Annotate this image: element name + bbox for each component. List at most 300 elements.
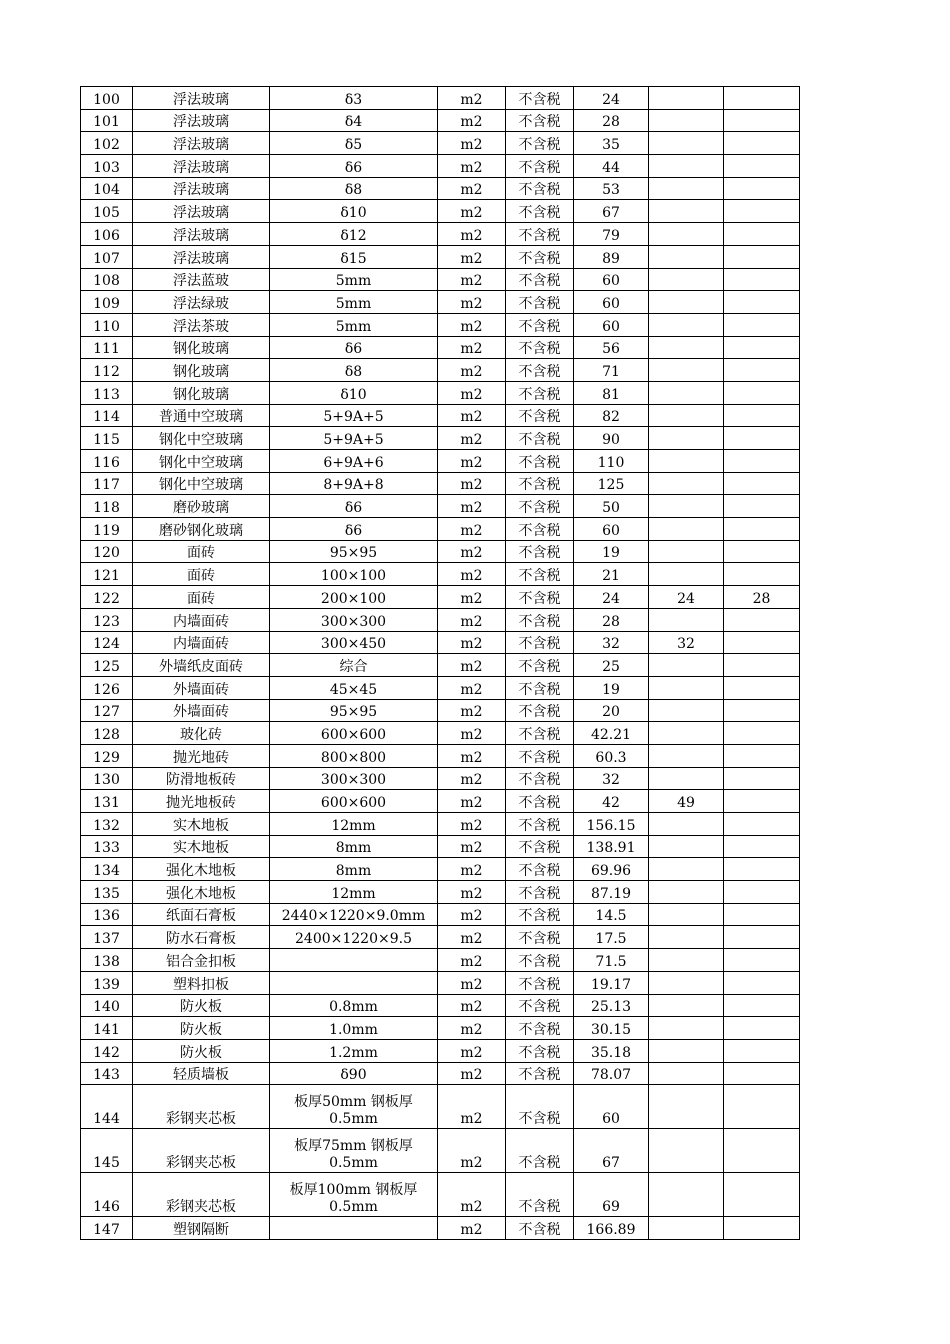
extra-price-1-cell bbox=[649, 676, 724, 699]
extra-price-1-cell bbox=[649, 518, 724, 541]
table-row bbox=[81, 608, 800, 631]
unit-cell: m2 bbox=[438, 1085, 506, 1129]
material-name-cell: 防滑地板砖 bbox=[133, 767, 270, 790]
price-cell: 53 bbox=[574, 177, 649, 200]
price-cell: 71.5 bbox=[574, 949, 649, 972]
price-cell: 56 bbox=[574, 336, 649, 359]
table-row bbox=[81, 200, 800, 223]
extra-price-1-cell bbox=[649, 359, 724, 382]
tax-cell: 不含税 bbox=[506, 268, 574, 291]
tax-cell: 不含税 bbox=[506, 450, 574, 473]
row-number-cell: 145 bbox=[81, 1129, 133, 1173]
tax-cell: 不含税 bbox=[506, 404, 574, 427]
extra-price-1-cell bbox=[649, 245, 724, 268]
extra-price-2-cell bbox=[724, 1039, 800, 1062]
extra-price-2-cell bbox=[724, 1062, 800, 1085]
extra-price-1-cell bbox=[649, 813, 724, 836]
extra-price-1-cell bbox=[649, 608, 724, 631]
table-row bbox=[81, 495, 800, 518]
material-name-cell: 外墙纸皮面砖 bbox=[133, 654, 270, 677]
extra-price-1-cell bbox=[649, 858, 724, 881]
tax-cell: 不含税 bbox=[506, 313, 574, 336]
extra-price-2-cell bbox=[724, 1017, 800, 1040]
spec-cell: 5+9A+5 bbox=[270, 404, 438, 427]
row-number-cell: 121 bbox=[81, 563, 133, 586]
unit-cell: m2 bbox=[438, 177, 506, 200]
tax-cell: 不含税 bbox=[506, 381, 574, 404]
tax-cell: 不含税 bbox=[506, 1173, 574, 1217]
spec-cell: δ8 bbox=[270, 359, 438, 382]
material-name-cell: 强化木地板 bbox=[133, 881, 270, 904]
row-number-cell: 138 bbox=[81, 949, 133, 972]
extra-price-1-cell bbox=[649, 903, 724, 926]
extra-price-1-cell bbox=[649, 722, 724, 745]
tax-cell: 不含税 bbox=[506, 291, 574, 314]
row-number-cell: 136 bbox=[81, 903, 133, 926]
unit-cell: m2 bbox=[438, 268, 506, 291]
material-name-cell: 防火板 bbox=[133, 1017, 270, 1040]
unit-cell: m2 bbox=[438, 540, 506, 563]
table-row bbox=[81, 291, 800, 314]
material-name-cell: 浮法玻璃 bbox=[133, 155, 270, 178]
spec-cell: 板厚75mm 钢板厚0.5mm bbox=[270, 1129, 438, 1173]
price-cell: 67 bbox=[574, 1129, 649, 1173]
price-cell: 69 bbox=[574, 1173, 649, 1217]
tax-cell: 不含税 bbox=[506, 654, 574, 677]
table-row bbox=[81, 631, 800, 654]
material-name-cell: 浮法玻璃 bbox=[133, 245, 270, 268]
material-name-cell: 浮法玻璃 bbox=[133, 223, 270, 246]
unit-cell: m2 bbox=[438, 313, 506, 336]
tax-cell: 不含税 bbox=[506, 926, 574, 949]
extra-price-2-cell bbox=[724, 994, 800, 1017]
spec-cell: 800×800 bbox=[270, 744, 438, 767]
material-name-cell: 防火板 bbox=[133, 994, 270, 1017]
extra-price-1-cell bbox=[649, 1017, 724, 1040]
tax-cell: 不含税 bbox=[506, 994, 574, 1017]
unit-cell: m2 bbox=[438, 699, 506, 722]
unit-cell: m2 bbox=[438, 608, 506, 631]
spec-cell: 45×45 bbox=[270, 676, 438, 699]
material-name-cell: 钢化玻璃 bbox=[133, 359, 270, 382]
table-row bbox=[81, 563, 800, 586]
extra-price-2-cell bbox=[724, 858, 800, 881]
table-row bbox=[81, 1129, 800, 1173]
extra-price-2-cell bbox=[724, 699, 800, 722]
material-name-cell: 塑料扣板 bbox=[133, 971, 270, 994]
table-row bbox=[81, 223, 800, 246]
extra-price-2-cell bbox=[724, 949, 800, 972]
unit-cell: m2 bbox=[438, 813, 506, 836]
spec-cell: 95×95 bbox=[270, 699, 438, 722]
extra-price-1-cell bbox=[649, 427, 724, 450]
material-name-cell: 面砖 bbox=[133, 563, 270, 586]
spec-cell bbox=[270, 971, 438, 994]
table-row bbox=[81, 926, 800, 949]
row-number-cell: 143 bbox=[81, 1062, 133, 1085]
spec-cell: 5+9A+5 bbox=[270, 427, 438, 450]
table-row bbox=[81, 949, 800, 972]
price-cell: 110 bbox=[574, 450, 649, 473]
unit-cell: m2 bbox=[438, 631, 506, 654]
price-cell: 60 bbox=[574, 1085, 649, 1129]
extra-price-1-cell bbox=[649, 971, 724, 994]
tax-cell: 不含税 bbox=[506, 336, 574, 359]
price-cell: 87.19 bbox=[574, 881, 649, 904]
unit-cell: m2 bbox=[438, 586, 506, 609]
table-row bbox=[81, 427, 800, 450]
extra-price-2-cell bbox=[724, 835, 800, 858]
material-name-cell: 防水石膏板 bbox=[133, 926, 270, 949]
extra-price-1-cell bbox=[649, 381, 724, 404]
table-row bbox=[81, 790, 800, 813]
price-cell: 67 bbox=[574, 200, 649, 223]
extra-price-2-cell bbox=[724, 1085, 800, 1129]
price-cell: 25.13 bbox=[574, 994, 649, 1017]
extra-price-2-cell bbox=[724, 540, 800, 563]
row-number-cell: 141 bbox=[81, 1017, 133, 1040]
tax-cell: 不含税 bbox=[506, 1217, 574, 1240]
extra-price-1-cell bbox=[649, 132, 724, 155]
unit-cell: m2 bbox=[438, 381, 506, 404]
material-name-cell: 轻质墙板 bbox=[133, 1062, 270, 1085]
unit-cell: m2 bbox=[438, 291, 506, 314]
table-row bbox=[81, 881, 800, 904]
price-cell: 25 bbox=[574, 654, 649, 677]
table-row bbox=[81, 109, 800, 132]
spec-cell: 100×100 bbox=[270, 563, 438, 586]
price-cell: 42.21 bbox=[574, 722, 649, 745]
price-cell: 138.91 bbox=[574, 835, 649, 858]
row-number-cell: 107 bbox=[81, 245, 133, 268]
unit-cell: m2 bbox=[438, 744, 506, 767]
table-row bbox=[81, 313, 800, 336]
spec-cell: δ10 bbox=[270, 381, 438, 404]
price-cell: 90 bbox=[574, 427, 649, 450]
extra-price-2-cell bbox=[724, 200, 800, 223]
material-name-cell: 彩钢夹芯板 bbox=[133, 1085, 270, 1129]
extra-price-1-cell bbox=[649, 744, 724, 767]
table-row bbox=[81, 381, 800, 404]
extra-price-2-cell bbox=[724, 631, 800, 654]
row-number-cell: 105 bbox=[81, 200, 133, 223]
tax-cell: 不含税 bbox=[506, 608, 574, 631]
unit-cell: m2 bbox=[438, 1173, 506, 1217]
tax-cell: 不含税 bbox=[506, 200, 574, 223]
extra-price-2-cell bbox=[724, 563, 800, 586]
unit-cell: m2 bbox=[438, 767, 506, 790]
material-name-cell: 钢化中空玻璃 bbox=[133, 427, 270, 450]
price-cell: 156.15 bbox=[574, 813, 649, 836]
tax-cell: 不含税 bbox=[506, 177, 574, 200]
material-name-cell: 彩钢夹芯板 bbox=[133, 1129, 270, 1173]
extra-price-1-cell bbox=[649, 1062, 724, 1085]
extra-price-2-cell bbox=[724, 608, 800, 631]
table-row bbox=[81, 654, 800, 677]
material-name-cell: 实木地板 bbox=[133, 835, 270, 858]
unit-cell: m2 bbox=[438, 132, 506, 155]
extra-price-1-cell bbox=[649, 1039, 724, 1062]
unit-cell: m2 bbox=[438, 245, 506, 268]
extra-price-1-cell bbox=[649, 563, 724, 586]
row-number-cell: 129 bbox=[81, 744, 133, 767]
extra-price-1-cell bbox=[649, 472, 724, 495]
material-name-cell: 防火板 bbox=[133, 1039, 270, 1062]
material-name-cell: 抛光地砖 bbox=[133, 744, 270, 767]
unit-cell: m2 bbox=[438, 427, 506, 450]
unit-cell: m2 bbox=[438, 790, 506, 813]
spec-cell: 综合 bbox=[270, 654, 438, 677]
price-cell: 14.5 bbox=[574, 903, 649, 926]
unit-cell: m2 bbox=[438, 518, 506, 541]
row-number-cell: 144 bbox=[81, 1085, 133, 1129]
unit-cell: m2 bbox=[438, 1039, 506, 1062]
row-number-cell: 132 bbox=[81, 813, 133, 836]
unit-cell: m2 bbox=[438, 881, 506, 904]
material-name-cell: 浮法玻璃 bbox=[133, 109, 270, 132]
spec-cell: 2400×1220×9.5 bbox=[270, 926, 438, 949]
extra-price-2-cell bbox=[724, 359, 800, 382]
row-number-cell: 103 bbox=[81, 155, 133, 178]
tax-cell: 不含税 bbox=[506, 359, 574, 382]
material-name-cell: 面砖 bbox=[133, 586, 270, 609]
row-number-cell: 100 bbox=[81, 87, 133, 110]
extra-price-1-cell bbox=[649, 1173, 724, 1217]
price-cell: 79 bbox=[574, 223, 649, 246]
spec-cell: 8mm bbox=[270, 835, 438, 858]
table-row bbox=[81, 903, 800, 926]
price-cell: 125 bbox=[574, 472, 649, 495]
unit-cell: m2 bbox=[438, 404, 506, 427]
table-row bbox=[81, 177, 800, 200]
material-name-cell: 抛光地板砖 bbox=[133, 790, 270, 813]
material-name-cell: 钢化中空玻璃 bbox=[133, 450, 270, 473]
tax-cell: 不含税 bbox=[506, 858, 574, 881]
row-number-cell: 118 bbox=[81, 495, 133, 518]
spec-cell: δ6 bbox=[270, 518, 438, 541]
tax-cell: 不含税 bbox=[506, 903, 574, 926]
spec-cell: 5mm bbox=[270, 268, 438, 291]
row-number-cell: 133 bbox=[81, 835, 133, 858]
spec-cell: δ4 bbox=[270, 109, 438, 132]
extra-price-2-cell bbox=[724, 722, 800, 745]
extra-price-1-cell: 24 bbox=[649, 586, 724, 609]
extra-price-1-cell bbox=[649, 699, 724, 722]
price-cell: 60 bbox=[574, 518, 649, 541]
spec-cell bbox=[270, 1217, 438, 1240]
unit-cell: m2 bbox=[438, 1062, 506, 1085]
spec-cell: δ15 bbox=[270, 245, 438, 268]
price-cell: 78.07 bbox=[574, 1062, 649, 1085]
extra-price-1-cell bbox=[649, 1129, 724, 1173]
row-number-cell: 102 bbox=[81, 132, 133, 155]
spec-cell: 200×100 bbox=[270, 586, 438, 609]
row-number-cell: 142 bbox=[81, 1039, 133, 1062]
extra-price-2-cell bbox=[724, 926, 800, 949]
row-number-cell: 128 bbox=[81, 722, 133, 745]
extra-price-2-cell bbox=[724, 903, 800, 926]
tax-cell: 不含税 bbox=[506, 563, 574, 586]
table-row bbox=[81, 245, 800, 268]
extra-price-2-cell bbox=[724, 87, 800, 110]
material-name-cell: 磨砂玻璃 bbox=[133, 495, 270, 518]
material-name-cell: 钢化玻璃 bbox=[133, 336, 270, 359]
spec-cell: 2440×1220×9.0mm bbox=[270, 903, 438, 926]
tax-cell: 不含税 bbox=[506, 1039, 574, 1062]
spec-cell: 板厚100mm 钢板厚0.5mm bbox=[270, 1173, 438, 1217]
tax-cell: 不含税 bbox=[506, 1085, 574, 1129]
extra-price-2-cell bbox=[724, 813, 800, 836]
material-name-cell: 普通中空玻璃 bbox=[133, 404, 270, 427]
extra-price-2-cell bbox=[724, 1173, 800, 1217]
tax-cell: 不含税 bbox=[506, 87, 574, 110]
material-name-cell: 浮法玻璃 bbox=[133, 177, 270, 200]
row-number-cell: 140 bbox=[81, 994, 133, 1017]
price-cell: 20 bbox=[574, 699, 649, 722]
unit-cell: m2 bbox=[438, 676, 506, 699]
extra-price-2-cell bbox=[724, 790, 800, 813]
unit-cell: m2 bbox=[438, 359, 506, 382]
extra-price-2-cell bbox=[724, 404, 800, 427]
spec-cell: δ5 bbox=[270, 132, 438, 155]
tax-cell: 不含税 bbox=[506, 1062, 574, 1085]
extra-price-2-cell bbox=[724, 336, 800, 359]
extra-price-2-cell bbox=[724, 132, 800, 155]
material-name-cell: 磨砂钢化玻璃 bbox=[133, 518, 270, 541]
tax-cell: 不含税 bbox=[506, 881, 574, 904]
unit-cell: m2 bbox=[438, 1017, 506, 1040]
spec-cell: 5mm bbox=[270, 313, 438, 336]
tax-cell: 不含税 bbox=[506, 835, 574, 858]
spec-cell: 8mm bbox=[270, 858, 438, 881]
table-row bbox=[81, 359, 800, 382]
extra-price-2-cell bbox=[724, 245, 800, 268]
tax-cell: 不含税 bbox=[506, 767, 574, 790]
price-cell: 89 bbox=[574, 245, 649, 268]
unit-cell: m2 bbox=[438, 971, 506, 994]
row-number-cell: 126 bbox=[81, 676, 133, 699]
extra-price-1-cell bbox=[649, 336, 724, 359]
price-cell: 21 bbox=[574, 563, 649, 586]
extra-price-1-cell bbox=[649, 177, 724, 200]
price-cell: 50 bbox=[574, 495, 649, 518]
extra-price-1-cell bbox=[649, 994, 724, 1017]
extra-price-2-cell bbox=[724, 971, 800, 994]
row-number-cell: 131 bbox=[81, 790, 133, 813]
extra-price-1-cell bbox=[649, 155, 724, 178]
unit-cell: m2 bbox=[438, 223, 506, 246]
spec-cell: 300×300 bbox=[270, 608, 438, 631]
table-row bbox=[81, 132, 800, 155]
material-name-cell: 钢化中空玻璃 bbox=[133, 472, 270, 495]
extra-price-1-cell bbox=[649, 404, 724, 427]
extra-price-1-cell bbox=[649, 87, 724, 110]
extra-price-1-cell bbox=[649, 291, 724, 314]
row-number-cell: 119 bbox=[81, 518, 133, 541]
tax-cell: 不含税 bbox=[506, 518, 574, 541]
tax-cell: 不含税 bbox=[506, 540, 574, 563]
spec-cell: 0.8mm bbox=[270, 994, 438, 1017]
price-cell: 166.89 bbox=[574, 1217, 649, 1240]
material-name-cell: 实木地板 bbox=[133, 813, 270, 836]
unit-cell: m2 bbox=[438, 1217, 506, 1240]
tax-cell: 不含税 bbox=[506, 223, 574, 246]
material-name-cell: 浮法玻璃 bbox=[133, 132, 270, 155]
spec-cell: 12mm bbox=[270, 881, 438, 904]
unit-cell: m2 bbox=[438, 336, 506, 359]
extra-price-2-cell bbox=[724, 313, 800, 336]
table-row bbox=[81, 1062, 800, 1085]
table-row bbox=[81, 676, 800, 699]
table-row bbox=[81, 404, 800, 427]
price-cell: 32 bbox=[574, 767, 649, 790]
row-number-cell: 130 bbox=[81, 767, 133, 790]
row-number-cell: 137 bbox=[81, 926, 133, 949]
tax-cell: 不含税 bbox=[506, 699, 574, 722]
tax-cell: 不含税 bbox=[506, 472, 574, 495]
extra-price-1-cell bbox=[649, 540, 724, 563]
table-row bbox=[81, 994, 800, 1017]
unit-cell: m2 bbox=[438, 472, 506, 495]
extra-price-2-cell bbox=[724, 155, 800, 178]
price-cell: 17.5 bbox=[574, 926, 649, 949]
row-number-cell: 114 bbox=[81, 404, 133, 427]
extra-price-2-cell bbox=[724, 268, 800, 291]
material-name-cell: 塑钢隔断 bbox=[133, 1217, 270, 1240]
extra-price-2-cell bbox=[724, 381, 800, 404]
extra-price-1-cell: 32 bbox=[649, 631, 724, 654]
row-number-cell: 122 bbox=[81, 586, 133, 609]
spec-cell: 300×450 bbox=[270, 631, 438, 654]
price-cell: 19 bbox=[574, 540, 649, 563]
extra-price-1-cell bbox=[649, 767, 724, 790]
extra-price-2-cell bbox=[724, 1129, 800, 1173]
row-number-cell: 139 bbox=[81, 971, 133, 994]
extra-price-2-cell: 28 bbox=[724, 586, 800, 609]
tax-cell: 不含税 bbox=[506, 971, 574, 994]
extra-price-2-cell bbox=[724, 744, 800, 767]
table-row bbox=[81, 336, 800, 359]
extra-price-2-cell bbox=[724, 518, 800, 541]
tax-cell: 不含税 bbox=[506, 495, 574, 518]
extra-price-1-cell bbox=[649, 926, 724, 949]
extra-price-1-cell bbox=[649, 109, 724, 132]
price-cell: 60 bbox=[574, 268, 649, 291]
row-number-cell: 134 bbox=[81, 858, 133, 881]
material-name-cell: 钢化玻璃 bbox=[133, 381, 270, 404]
material-name-cell: 内墙面砖 bbox=[133, 631, 270, 654]
price-cell: 28 bbox=[574, 608, 649, 631]
table-row bbox=[81, 586, 800, 609]
unit-cell: m2 bbox=[438, 835, 506, 858]
spec-cell: δ6 bbox=[270, 336, 438, 359]
price-cell: 42 bbox=[574, 790, 649, 813]
table-row bbox=[81, 813, 800, 836]
spec-cell: δ90 bbox=[270, 1062, 438, 1085]
unit-cell: m2 bbox=[438, 654, 506, 677]
tax-cell: 不含税 bbox=[506, 1129, 574, 1173]
row-number-cell: 109 bbox=[81, 291, 133, 314]
tax-cell: 不含税 bbox=[506, 813, 574, 836]
extra-price-1-cell bbox=[649, 1217, 724, 1240]
material-name-cell: 浮法绿玻 bbox=[133, 291, 270, 314]
extra-price-1-cell bbox=[649, 495, 724, 518]
material-name-cell: 纸面石膏板 bbox=[133, 903, 270, 926]
spec-cell: 板厚50mm 钢板厚0.5mm bbox=[270, 1085, 438, 1129]
row-number-cell: 111 bbox=[81, 336, 133, 359]
table-row bbox=[81, 1173, 800, 1217]
material-name-cell: 强化木地板 bbox=[133, 858, 270, 881]
